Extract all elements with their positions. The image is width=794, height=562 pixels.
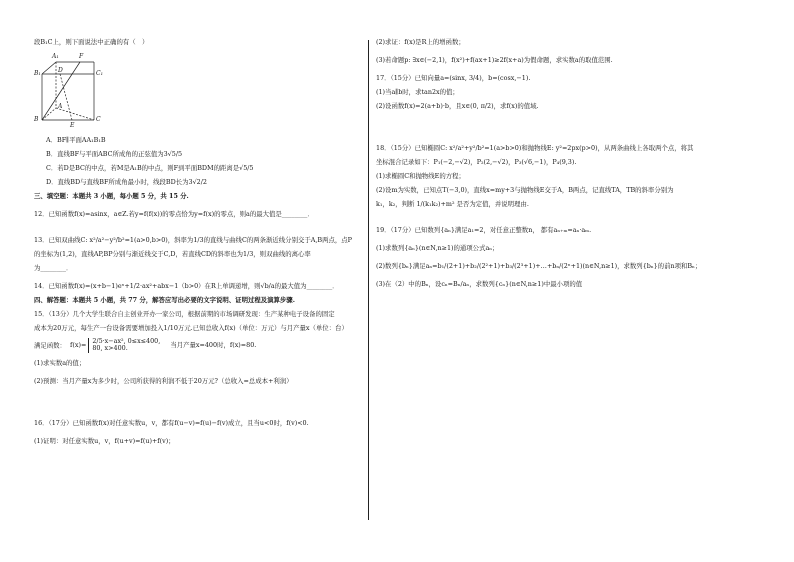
label-b1: B₁ <box>34 70 41 77</box>
question-13-line-1: 13．已知双曲线C: x²/a²−y²/b²=1(a>0,b>0)，斜率为1/3的直线与曲线C的两条渐近线分别交于A,B两点，点P <box>34 236 352 244</box>
question-15-part-2: (2)预测：当月产量x为多少时，公司所获得的利润不低于20万元?（总收入=总成本+利润） <box>34 376 293 385</box>
question-13-line-3: 为________． <box>34 264 73 272</box>
question-19-stem: 19．（17分）已知数列{aₙ}满足a₁=2，对任意正整数n， 都有aₙ₊ₘ=aₙ·aₘ. <box>376 226 592 234</box>
label-f: F <box>79 53 84 60</box>
question-16-part-2: (2)求证：f(x)是R上的增函数； <box>376 38 465 46</box>
option-a: A．BF∥平面AA₁B₁B <box>46 136 106 144</box>
question-17-stem: 17．（15分）已知向量a=(sinx, 3/4)，b=(cosx,−1). <box>376 74 531 82</box>
question-17-part-1: (1)当a∥b时，求tan2x的值； <box>376 88 459 96</box>
question-18-part-2-cont: k₁，k₂，判断 1/(k₁k₂)+m² 是否为定值，并说明理由. <box>376 200 529 208</box>
label-b: B <box>34 116 39 123</box>
piece-1: 2/5·x−ax², 0≤x≤400, <box>92 338 161 345</box>
question-12: 12．已知函数f(x)=asinx，a∈Z.若y=f(f(x))的零点恰为y=f(x)的零点，则a的最大值是________． <box>34 210 314 218</box>
left-column <box>34 38 362 445</box>
right-column <box>376 38 732 288</box>
question-17-part-2: (2)设函数f(x)=2(a+b)·b，且x∈(0, π/2)，求f(x)的值域. <box>376 102 539 110</box>
question-18-line-2: 坐标混合记录如下：P₁(−2,−√2)，P₂(2,−√2)，P₃(√6,−1)，P₄(9,3). <box>376 158 577 166</box>
prism-figure <box>34 48 124 130</box>
question-18-part-1: (1)求椭圆C和抛物线E的方程； <box>376 172 465 180</box>
option-d: D．直线BD与直线BF所成角最小时，线段BD长为3√2/2 <box>46 178 207 186</box>
question-16-part-3: (3)若命题p: ∃x∈(−2,1)，f(x²)+f(ax+1)≥2f(x+a)为假命题，求实数a的取值范围. <box>376 56 613 64</box>
edge-a1-b1 <box>42 62 56 74</box>
question-18-part-2: (2)设m为实数，已知点T(−3,0)，直线x=my+3与抛物线E交于A，B两点，记直线TA，TB的斜率分别为 <box>376 186 674 194</box>
question-15-line-1: 15．（13分）几个大学生联合自主创业开办一家公司，根据前期的市场调研发现：生产某种电子设备的固定 <box>34 310 335 318</box>
question-15-part-1: (1)求实数a的值； <box>34 358 86 367</box>
section-4-title: 四、解答题：本题共 5 小题，共 77 分，解答应写出必要的文字说明、证明过程及演算步骤. <box>34 296 295 304</box>
label-d-top: D <box>58 67 63 74</box>
question-16-stem: 16．（17分）已知函数f(x)对任意实数u，v，都有f(u−v)=f(u)−f(v)成立，且当u<0时，f(v)<0. <box>34 418 309 427</box>
question-19-part-1: (1)求数列{aₙ}(n∈N,n≥1)的通项公式aₙ； <box>376 244 499 252</box>
option-c: C．若D是BC的中点，若M是A₁B的中点，则F到平面BDM的距离是√5/5 <box>46 164 254 172</box>
question-15-func-row: 满足函数： f(x)= 2/5·x−ax², 0≤x≤400, 80, x>400. 当月产量x=400时，f(x)=80. <box>34 338 257 353</box>
question-19-part-3: (3)在（2）中的Bₙ，设cₙ=Bₙ/aₙ，求数列{cₙ}(n∈N,n≥1)中最小项的值 <box>376 280 583 288</box>
label-c1: C₁ <box>96 70 103 77</box>
column-divider <box>368 40 369 520</box>
question-19-part-2: (2)数列{bₙ}满足aₙ=b₁/(2+1)+b₂/(2²+1)+b₃/(2³+1)+…+bₙ/(2ⁿ+1)(n∈N,n≥1)，求数列{bₙ}的前n项和Bₙ； <box>376 262 702 270</box>
label-a: A <box>58 103 63 110</box>
label-c: C <box>96 116 101 123</box>
question-18-line-1: 18．（15分）已知椭圆C: x²/a²+y²/b²=1(a>b>0)和抛物线E: y²=2px(p>0)，从两条曲线上各取两个点，将其 <box>376 144 694 152</box>
segment-d-e <box>60 74 72 120</box>
question-15-line-3: 满足函数： <box>34 341 66 350</box>
piece-2: 80, x>400. <box>92 344 128 353</box>
q11-stem-end: 段B₁C上，则下面说法中正确的有（ ） <box>34 38 149 46</box>
label-e: E <box>70 122 75 129</box>
option-b: B．直线BF与平面ABC所成角的正弦值为3√5/5 <box>46 150 183 158</box>
label-a1: A₁ <box>52 53 59 60</box>
question-15-line-2: 成本为20万元，每生产一台设备需要增加投入1/10万元.已知总收入f(x)（单位：万元）与月产量x（单位：台） <box>34 324 348 332</box>
question-16-part-1: (1)证明：对任意实数u，v，f(u+v)=f(u)+f(v)； <box>34 436 175 445</box>
piecewise-function <box>88 338 160 353</box>
section-3-title: 三、填空题：本题共 3 小题，每小题 5 分，共 15 分. <box>34 192 189 200</box>
question-14: 14．已知函数f(x)=(x+b−1)eˣ+1/2·ax²+abx−1（b>0）在R上单调递增，则√b/a的最大值为________． <box>34 282 339 290</box>
question-15-condition: 当月产量x=400时，f(x)=80. <box>170 341 257 350</box>
question-13-line-2: 的坐标为(1,2)，直线AP,BP分别与渐近线交于C,D，若直线CD的斜率也为1/3，则双曲线的离心率 <box>34 250 311 258</box>
